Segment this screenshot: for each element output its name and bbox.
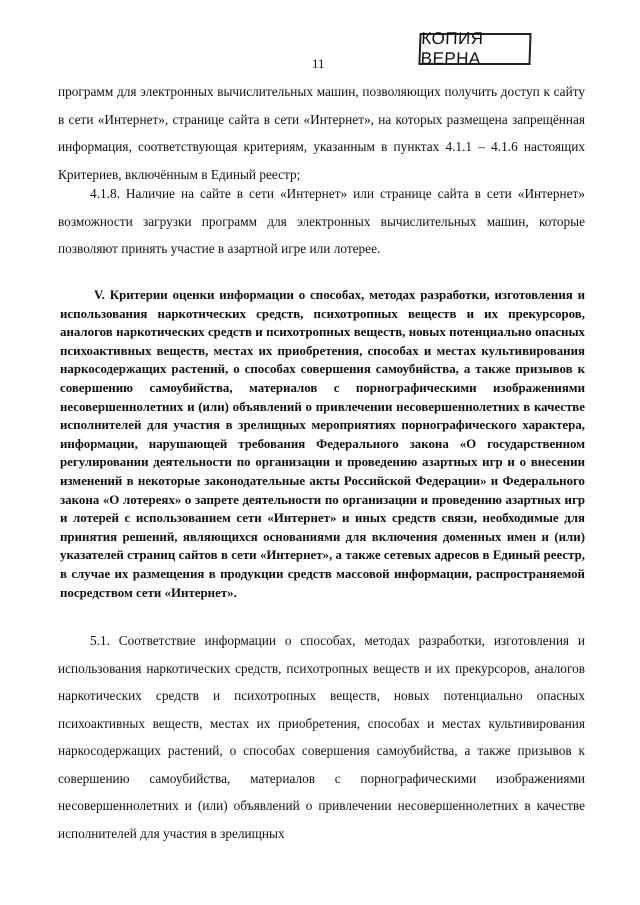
page-number: 11 (312, 56, 325, 71)
copy-certified-stamp: КОПИЯ ВЕРНА (418, 33, 531, 65)
paragraph-continuation: программ для электронных вычислительных машин, позволяющих получить доступ к сайту в сети «Интернет», странице сайта в сети «Интернет», на которых размещена запрещённая информация, соответствующая критериям, указанным в пунктах 4.1.1 – 4.1.6 настоящих Критериев, включённым в Единый реестр; (58, 84, 585, 182)
paragraph-4-1-8: 4.1.8. Наличие на сайте в сети «Интернет» или странице сайта в сети «Интернет» возможности загрузки программ для электронных вычислительных машин, которые позволяют принять участие в азартной игре или лотерее. (58, 186, 585, 256)
section-v-heading: V. Критерии оценки информации о способах, методах разработки, изготовления и использования наркотических средств, психотропных веществ и их прекурсоров, аналогов наркотических средств и психотропных веществ, новых потенциально опасных психоактивных веществ, местах их приобретения, способах и местах культивирования наркосодержащих растений, о способах совершения самоубийства, а также призывов к совершению самоубийства, материалов с порнографическими изображениями несовершеннолетних и (или) объявлений о привлечении несовершеннолетних в качестве исполнителей для участия в зрелищных мероприятиях порнографического характера, информации, нарушающей требования Федерального закона «О государственном регулировании деятельности по организации и проведению азартных игр и о внесении изменений в некоторые законодательные акты Российской Федерации» и Федерального закона «О лотереях» о запрете деятельности по организации и проведению азартных игр и лотерей с использованием сети «Интернет» и иных средств связи, необходимые для принятия решений, являющихся основаниями для включения доменных имен и (или) указателей страниц сайтов в сети «Интернет», а также сетевых адресов в Единый реестр, в случае их размещения в продукции средств массовой информации, распространяемой посредством сети «Интернет». (60, 288, 585, 600)
paragraph-5-1: 5.1. Соответствие информации о способах, методах разработки, изготовления и использования наркотических средств, психотропных веществ и их прекурсоров, аналогов наркотических средств и психотропных веществ, новых потенциально опасных психоактивных веществ, местах их приобретения, способах и местах культивирования наркосодержащих растений, о способах совершения самоубийства, а также призывов к совершению самоубийства, материалов с порнографическими изображениями несовершеннолетних и (или) объявлений о привлечении несовершеннолетних в качестве исполнителей для участия в зрелищных (58, 633, 585, 841)
